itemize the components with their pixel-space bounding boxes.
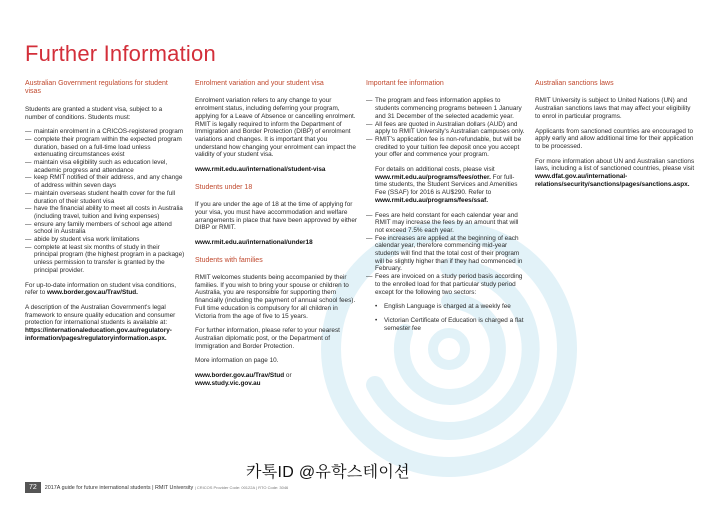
- fee-list: [366, 97, 526, 159]
- border-stud-link[interactable]: www.border.gov.au/Trav/Stud: [195, 372, 285, 380]
- list-item: — Fee increases are applied at the beginning of each calendar year, therefore commencing mid-year students will find that the total cost of their program will be slightly higher than if they had commenced in February.: [366, 235, 526, 274]
- visa-regulations-heading: Australian Government regulations for student visas: [25, 80, 168, 96]
- further-info-paragraph: For further information, please refer to your nearest Australian diplomatic post, or the Department of Immigration and Border Protection.: [195, 327, 340, 350]
- fees-ssaf-link[interactable]: www.rmit.edu.au/programs/fees/ssaf.: [375, 196, 489, 204]
- list-item: — Fees are held constant for each calendar year and RMIT may increase the fees by an amount that will not exceed 7.5% each year.: [366, 212, 526, 235]
- list-item: — The program and fees information applies to students commencing programs between 1 January and 31 December of the selected academic year.: [366, 97, 526, 120]
- page-title: Further Information: [25, 41, 216, 66]
- sanctions-paragraph-3: For more information about UN and Australian sanctions laws, including a list of sanctioned countries, please visit www.dfat.gov.au/international-relations/security/sanctions/pages/sanctions.aspx.: [535, 157, 695, 188]
- provider-codes: | CRICOS Provider Code: 00122A | RTO Code: 3046: [194, 484, 289, 490]
- column-sanctions: [535, 80, 697, 195]
- enrolment-variation-heading: Enrolment variation and your student visa: [195, 80, 324, 87]
- page-footer: [25, 482, 288, 493]
- list-item: — abide by student visa work limitations: [25, 236, 185, 244]
- list-item: — ensure any family members of school age attend school in Australia: [25, 221, 185, 236]
- families-paragraph: RMIT welcomes students being accompanied by their families. If you wish to bring your spouse or children to Australia, you are responsible for supporting them financially (including the payment of annual school fees). Full time education is compulsory for all children in Victoria from the age of five to 15 years.: [195, 274, 356, 320]
- list-item: — maintain visa eligibility such as education level, academic progress and attendance: [25, 159, 185, 174]
- list-item: — complete their program within the expected program duration, based on a full-time load unless extenuating circumstances exist: [25, 136, 185, 159]
- list-item: — All fees are quoted in Australian dollars (AUD) and apply to RMIT University's Australian campuses only.: [366, 121, 526, 136]
- list-item: — have the financial ability to meet all costs in Australia (including travel, tuition and living expenses): [25, 205, 185, 220]
- fee-sectors-list: [366, 303, 526, 332]
- dfat-sanctions-link[interactable]: www.dfat.gov.au/international-relations/security/sanctions/pages/sanctions.aspx.: [535, 173, 690, 188]
- visa-intro: Students are granted a student visa, subject to a number of conditions. Students must:: [25, 105, 163, 121]
- column-fees: [366, 80, 526, 339]
- additional-costs-paragraph: For details on additional costs, please visit www.rmit.edu.au/programs/fees/other. For full-time students, the Student Services and Amenities Fee (SSAF) for 2016 is AU$290. Refer to www.rmit.edu.au/programs/fees/ssaf.: [375, 166, 518, 204]
- list-item: — complete at least six months of study in their principal program (the highest program in a package) unless permission to transfer is granted by the principal provider.: [25, 244, 185, 275]
- column-visa-regulations: [25, 80, 185, 350]
- framework-paragraph: A description of the Australian Government's legal framework to ensure quality education and consumer protection for international students is available at: https://internationaleducation.gov.au/regulatory-information/pages/regulatoryinformation.aspx.: [25, 303, 176, 342]
- student-visa-link[interactable]: www.rmit.edu.au/international/student-visa: [195, 166, 326, 174]
- links-paragraph: www.border.gov.au/Trav/Stud or www.study.vic.gov.au: [195, 372, 292, 387]
- fee-list-continued: [366, 212, 526, 297]
- list-item: • English Language is charged at a weekly fee: [375, 303, 526, 311]
- families-heading: Students with families: [195, 256, 263, 264]
- fee-info-heading: Important fee information: [366, 80, 444, 87]
- column-enrolment: [195, 80, 357, 395]
- more-info-paragraph: More information on page 10.: [195, 357, 279, 365]
- regulatory-info-link[interactable]: https://internationaleducation.gov.au/regulatory-information/pages/regulatoryinformation.aspx.: [25, 327, 172, 342]
- list-item: — RMIT's application fee is non-refundable, but will be credited to your tuition fee deposit once you accept your offer and commence your program.: [366, 136, 526, 159]
- fees-other-link[interactable]: www.rmit.edu.au/programs/fees/other.: [375, 173, 491, 181]
- page-number: 72: [25, 482, 41, 493]
- list-item: — maintain enrolment in a CRICOS-registered program: [25, 128, 185, 136]
- study-vic-link[interactable]: www.study.vic.gov.au: [195, 379, 261, 387]
- kakao-id-watermark: 카톡ID @유학스테이션: [246, 464, 410, 481]
- guide-title: 2017A guide for future international students | RMIT University: [44, 484, 194, 491]
- sanctions-paragraph-2: Applicants from sanctioned countries are encouraged to apply early and allow additional time for their application to be processed.: [535, 127, 694, 150]
- sanctions-heading: Australian sanctions laws: [535, 80, 614, 87]
- under18-heading: Students under 18: [195, 183, 253, 191]
- border-visa-link[interactable]: www.border.gov.au/Trav/Stud.: [47, 289, 138, 297]
- visa-conditions-list: [25, 128, 185, 274]
- sanctions-paragraph-1: RMIT University is subject to United Nations (UN) and Australian sanctions laws that may affect your eligibility to enrol in particular programs.: [535, 97, 691, 120]
- under18-paragraph: If you are under the age of 18 at the time of applying for your visa, you must have accommodation and welfare arrangements in place that have been approved by either DIBP or RMIT.: [195, 201, 358, 232]
- list-item: • Victorian Certificate of Education is charged a flat semester fee: [375, 317, 526, 332]
- up-to-date-paragraph: For up-to-date information on student visa conditions, refer to www.border.gov.au/Trav/Stud.: [25, 281, 176, 297]
- enrolment-paragraph: Enrolment variation refers to any change to your enrolment status, including deferring your program, applying for a Leave of Absence or cancelling enrolment. RMIT is legally required to inform the Department of Immigration and Border Protection (DIBP) of enrolment variations and changes. It is important that you understand how changing your enrolment can impact the validity of your student visa.: [195, 97, 356, 159]
- list-item: — maintain overseas student health cover for the full duration of their student visa: [25, 190, 185, 205]
- under18-link[interactable]: www.rmit.edu.au/international/under18: [195, 238, 313, 246]
- list-item: — Fees are invoiced on a study period basis according to the enrolled load for that particular study period except for the following two sectors:: [366, 273, 526, 296]
- list-item: — keep RMIT notified of their address, and any change of address within seven days: [25, 174, 185, 189]
